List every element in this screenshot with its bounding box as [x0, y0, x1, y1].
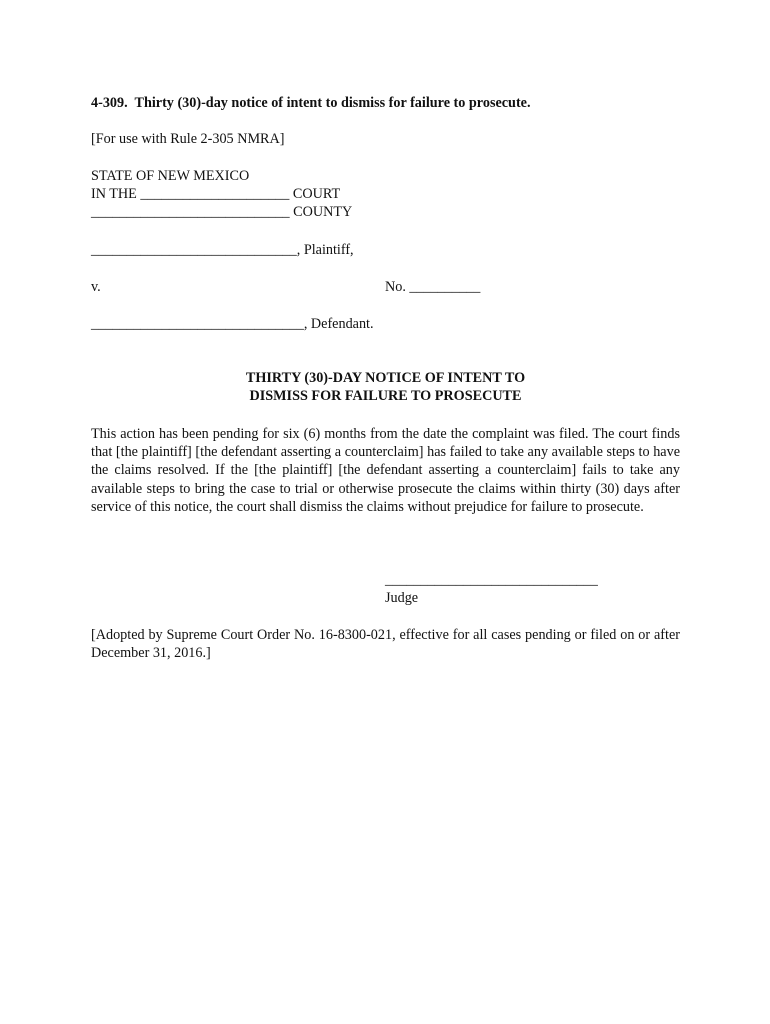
case-number-line: No. __________: [385, 279, 481, 295]
caption-county-line: ____________________________ COUNTY: [91, 204, 353, 220]
signature-label-judge: Judge: [385, 590, 419, 606]
notice-title-line-2: DISMISS FOR FAILURE TO PROSECUTE: [249, 387, 522, 404]
form-heading: 4-309. Thirty (30)-day notice of intent to dismiss for failure to prosecute.: [91, 95, 531, 111]
notice-body-paragraph: This action has been pending for six (6) months from the date the complaint was filed. The court finds that [the plaintiff] [the defendant asserting a counterclaim] has failed to take any available steps to have the claims resolved. If the [the plaintiff] [the defendant asserting a counterclaim] fails to take any available steps to bring the case to trial or otherwise prosecute the claims within thirty (30) days after service of this notice, the court shall dismiss the claims without prejudice for failure to prosecute.: [91, 426, 680, 515]
caption-state: STATE OF NEW MEXICO: [91, 168, 250, 184]
notice-title-line-1: THIRTY (30)-DAY NOTICE OF INTENT TO: [245, 370, 526, 386]
rule-note: [For use with Rule 2-305 NMRA]: [91, 131, 285, 147]
adoption-note: [Adopted by Supreme Court Order No. 16-8300-021, effective for all cases pending or filed on or after December 31, 2016.]: [91, 627, 680, 662]
caption-defendant-line: ______________________________, Defendant.: [91, 316, 374, 332]
caption-versus: v.: [91, 279, 101, 295]
caption-plaintiff-line: _____________________________, Plaintiff,: [91, 242, 354, 258]
caption-court-line: IN THE _____________________ COURT: [91, 186, 341, 202]
signature-line: ______________________________: [385, 572, 598, 588]
notice-title: [91, 370, 680, 405]
